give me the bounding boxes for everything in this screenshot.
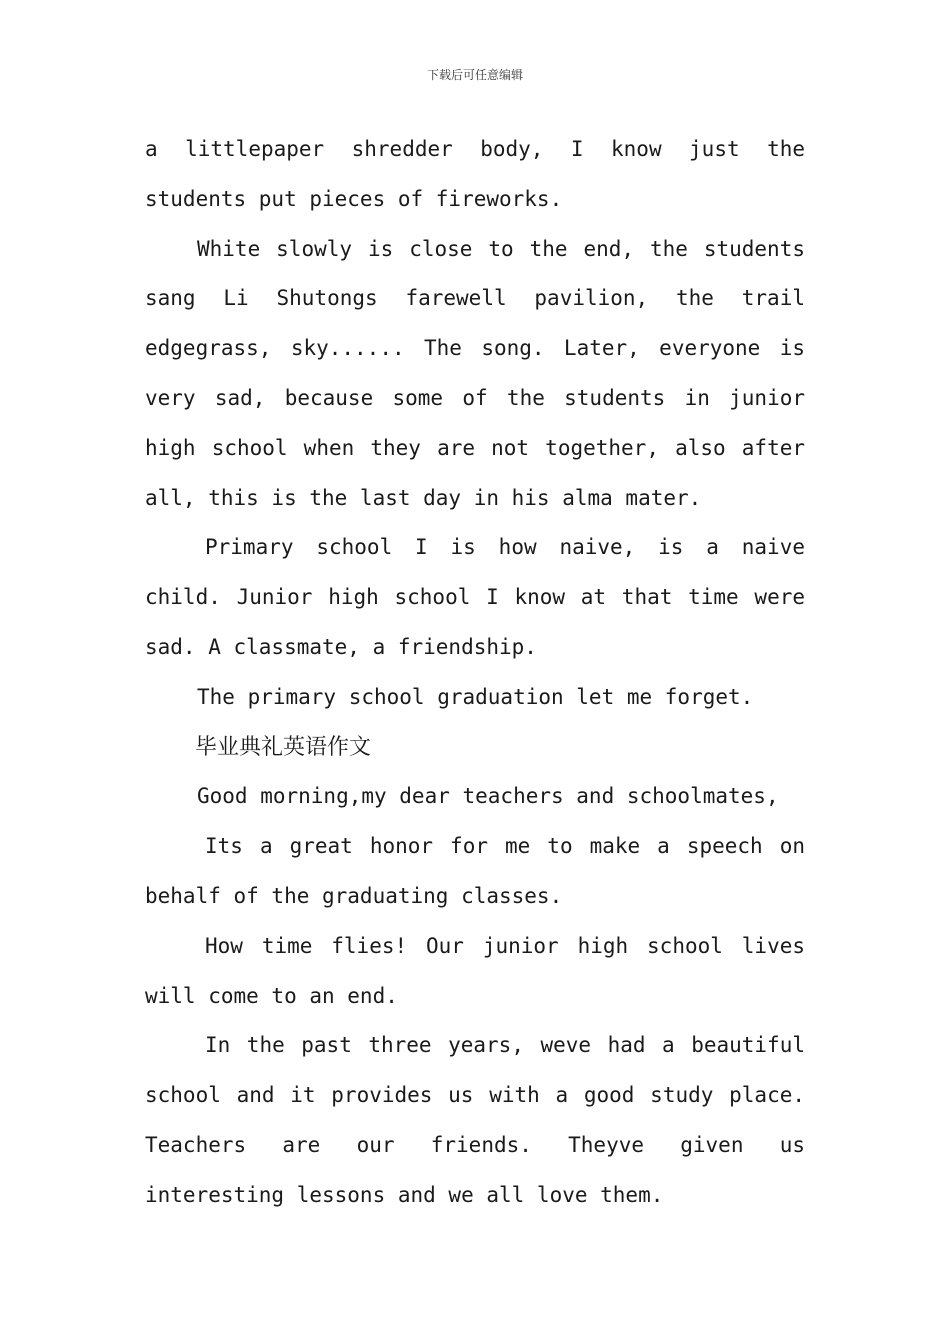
paragraph-continuation: a littlepaper shredder body, I know just the students put pieces of fireworks. bbox=[145, 137, 805, 211]
paragraph-past-three-years: In the past three years, weve had a beautiful school and it provides us with a good study place. Teachers are our friends. Theyve given us interesting lessons and we all love them. bbox=[145, 1033, 805, 1207]
paragraph-farewell: White slowly is close to the end, the students sang Li Shutongs farewell pavilion, the trail edgegrass, sky...... The song. Later, everyone is very sad, because some of the students in junior high school when they are not together, also after all, this is the last day in his alma mater. bbox=[145, 236, 805, 510]
paragraph-primary-school: Primary school I is how naive, is a naive child. Junior high school I know at that time were sad. A classmate, a friendship. bbox=[145, 535, 805, 659]
document-body bbox=[145, 125, 805, 1221]
paragraph-time-flies: How time flies! Our junior high school lives will come to an end. bbox=[145, 933, 805, 1008]
paragraph-greeting: Good morning,my dear teachers and schoolmates, bbox=[197, 784, 779, 809]
paragraph-honor: Its a great honor for me to make a speech on behalf of the graduating classes. bbox=[145, 834, 805, 908]
paragraph-graduation-forget: The primary school graduation let me forget. bbox=[197, 684, 754, 709]
page-header-note: 下载后可任意编辑 bbox=[426, 68, 523, 82]
section-heading: 毕业典礼英语作文 bbox=[195, 734, 372, 760]
